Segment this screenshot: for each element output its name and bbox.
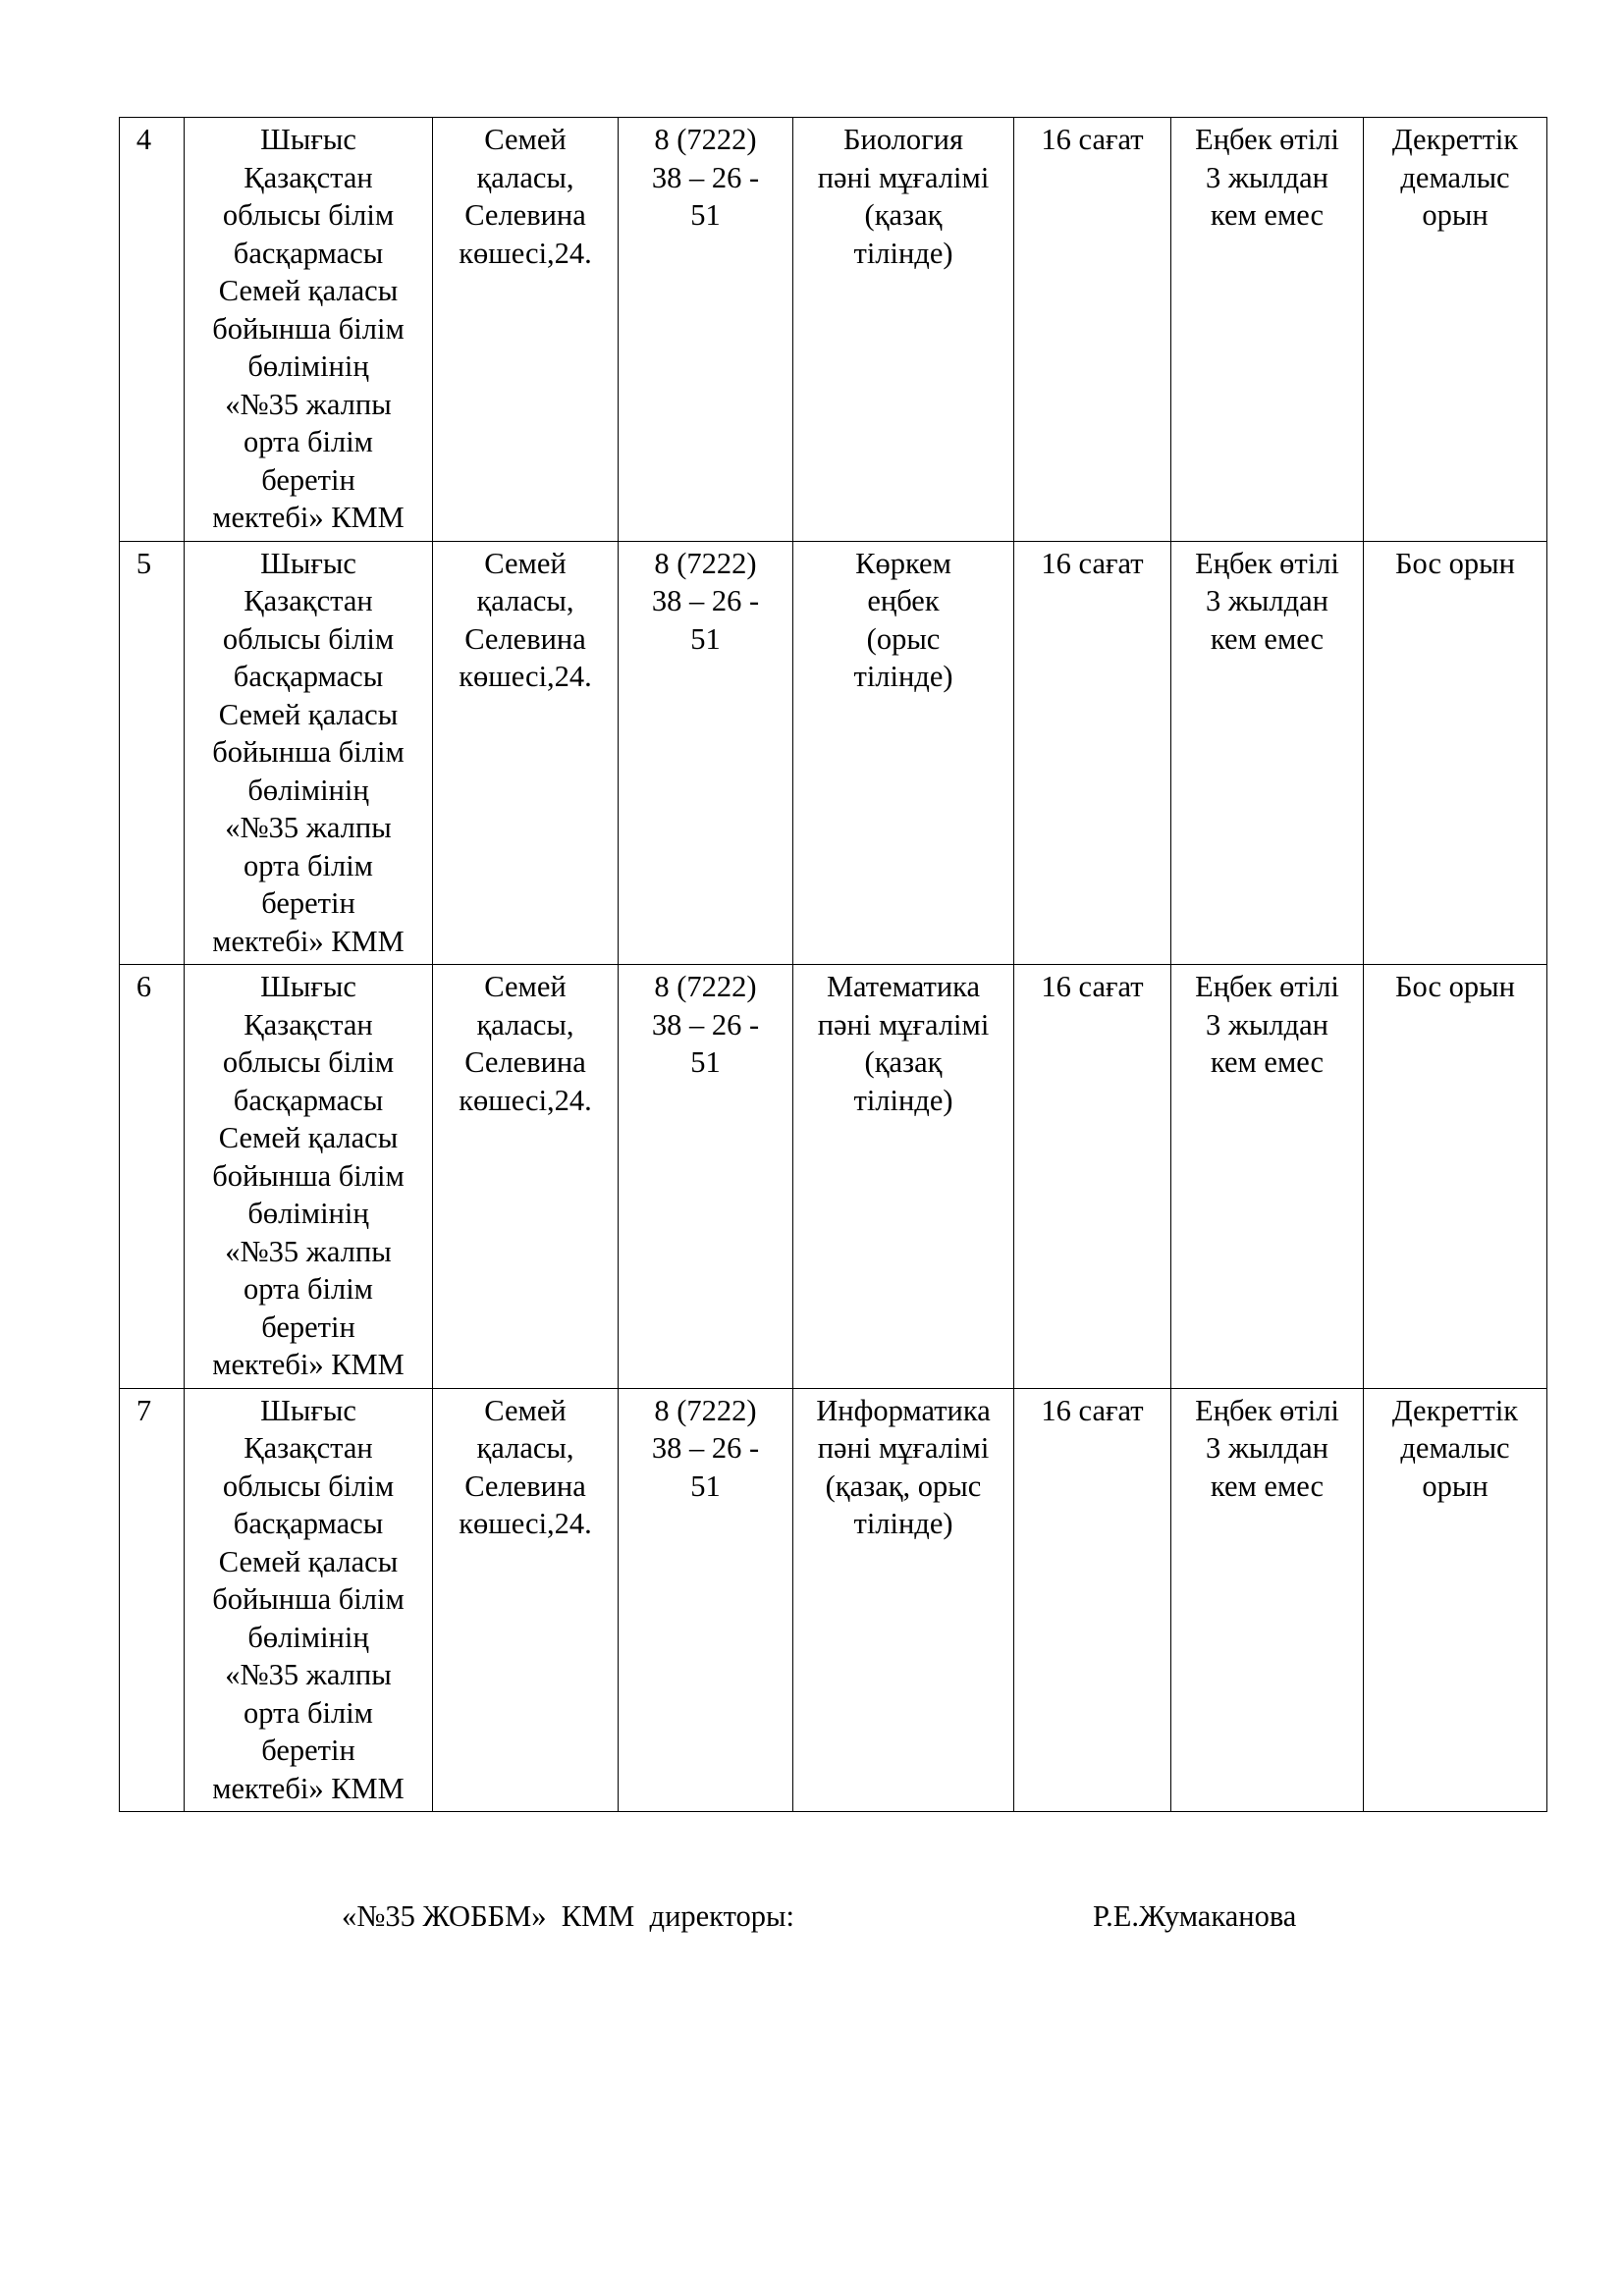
organization-cell: Шығыс Қазақстан облысы білім басқармасы Семей қаласы бойынша білім бөлімінің «№35 жалпы орта білім беретін мектебі» КММ bbox=[185, 965, 433, 1389]
requirement-cell: Еңбек өтілі 3 жылдан кем емес bbox=[1171, 541, 1364, 965]
address-cell: Семей қаласы, Селевина көшесі,24. bbox=[433, 1388, 619, 1812]
position-cell: Информатика пәні мұғалімі (қазақ, орыс тілінде) bbox=[793, 1388, 1014, 1812]
table-row bbox=[120, 118, 1547, 542]
teaching-load-cell: 16 сағат bbox=[1014, 965, 1171, 1389]
organization-cell: Шығыс Қазақстан облысы білім басқармасы Семей қаласы бойынша білім бөлімінің «№35 жалпы орта білім беретін мектебі» КММ bbox=[185, 1388, 433, 1812]
signatory-title: «№35 ЖОББМ» КММ директоры: bbox=[342, 1899, 794, 1933]
requirement-cell: Еңбек өтілі 3 жылдан кем емес bbox=[1171, 118, 1364, 542]
row-number: 4 bbox=[120, 118, 185, 542]
phone-cell: 8 (7222) 38 – 26 - 51 bbox=[619, 1388, 793, 1812]
vacancy-status-cell: Декреттік демалыс орын bbox=[1364, 1388, 1547, 1812]
position-cell: Көркем еңбек (орыс тілінде) bbox=[793, 541, 1014, 965]
teaching-load-cell: 16 сағат bbox=[1014, 1388, 1171, 1812]
phone-cell: 8 (7222) 38 – 26 - 51 bbox=[619, 541, 793, 965]
table-row bbox=[120, 965, 1547, 1389]
organization-cell: Шығыс Қазақстан облысы білім басқармасы Семей қаласы бойынша білім бөлімінің «№35 жалпы орта білім беретін мектебі» КММ bbox=[185, 541, 433, 965]
requirement-cell: Еңбек өтілі 3 жылдан кем емес bbox=[1171, 965, 1364, 1389]
vacancy-status-cell: Декреттік демалыс орын bbox=[1364, 118, 1547, 542]
table-row bbox=[120, 1388, 1547, 1812]
requirement-cell: Еңбек өтілі 3 жылдан кем емес bbox=[1171, 1388, 1364, 1812]
position-cell: Математика пәні мұғалімі (қазақ тілінде) bbox=[793, 965, 1014, 1389]
table-row bbox=[120, 541, 1547, 965]
vacancy-status-cell: Бос орын bbox=[1364, 541, 1547, 965]
address-cell: Семей қаласы, Селевина көшесі,24. bbox=[433, 965, 619, 1389]
position-cell: Биология пәні мұғалімі (қазақ тілінде) bbox=[793, 118, 1014, 542]
vacancies-table bbox=[119, 117, 1547, 1812]
phone-cell: 8 (7222) 38 – 26 - 51 bbox=[619, 118, 793, 542]
row-number: 5 bbox=[120, 541, 185, 965]
teaching-load-cell: 16 сағат bbox=[1014, 118, 1171, 542]
address-cell: Семей қаласы, Селевина көшесі,24. bbox=[433, 541, 619, 965]
phone-cell: 8 (7222) 38 – 26 - 51 bbox=[619, 965, 793, 1389]
organization-cell: Шығыс Қазақстан облысы білім басқармасы Семей қаласы бойынша білім бөлімінің «№35 жалпы орта білім беретін мектебі» КММ bbox=[185, 118, 433, 542]
row-number: 7 bbox=[120, 1388, 185, 1812]
teaching-load-cell: 16 сағат bbox=[1014, 541, 1171, 965]
row-number: 6 bbox=[120, 965, 185, 1389]
signatory-name: Р.Е.Жумаканова bbox=[1093, 1899, 1297, 1933]
vacancy-status-cell: Бос орын bbox=[1364, 965, 1547, 1389]
address-cell: Семей қаласы, Селевина көшесі,24. bbox=[433, 118, 619, 542]
